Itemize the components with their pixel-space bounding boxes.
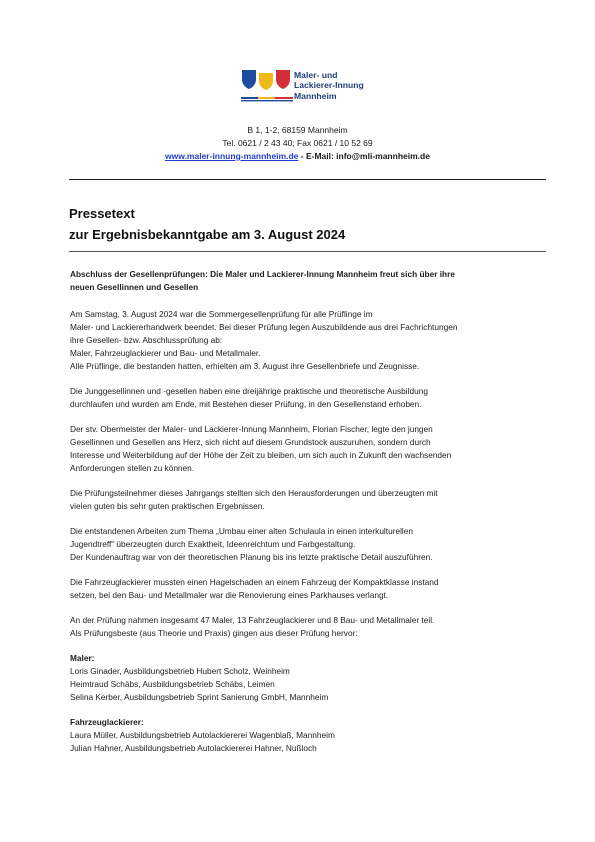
paragraph-line: Am Samstag, 3. August 2024 war die Sommergesellenprüfung für alle Prüflinge im	[70, 309, 373, 319]
paragraph-line: Die Prüfungsteilnehmer dieses Jahrgangs stellten sich den Herausforderungen und überzeugten mit	[70, 488, 438, 498]
red-shield	[276, 70, 290, 89]
title-divider	[69, 251, 546, 252]
list-item: Loris Ginader, Ausbildungsbetrieb Hubert Scholz, Weinheim	[70, 666, 290, 676]
paragraph-line: Der stv. Obermeister der Maler- und Lackierer-Innung Mannheim, Florian Fischer, legte den jungen	[70, 424, 433, 434]
press-title	[69, 203, 345, 245]
fahrzeug-heading: Fahrzeuglackierer:	[70, 717, 144, 727]
logo-line-3: Mannheim	[294, 90, 337, 101]
paragraph-5	[70, 525, 550, 564]
lead-paragraph	[70, 268, 550, 294]
paragraph-line: Maler, Fahrzeuglackierer und Bau- und Metallmaler.	[70, 348, 261, 358]
paragraph-line: Maler- und Lackiererhandwerk beendet. Bei dieser Prüfung legen Auszubildende aus drei Fachrichtungen	[70, 322, 458, 332]
paragraph-line: ihre Gesellen- bzw. Abschlussprüfung ab:	[70, 335, 223, 345]
paragraph-line: setzen, bei den Bau- und Metallmaler war die Renovierung eines Parkhauses verlangt.	[70, 590, 389, 600]
color-bars	[241, 97, 293, 102]
paragraph-line: Die Fahrzeuglackierer mussten einen Hagelschaden an einem Fahrzeug der Kompaktklasse instand	[70, 577, 439, 587]
paragraph-line: Gesellinnen und Gesellen ans Herz, sich nicht auf diesem Grundstock auszuruhen, sondern durch	[70, 437, 431, 447]
title-line-1: Pressetext	[69, 206, 135, 221]
paragraph-line: An der Prüfung nahmen insgesamt 47 Maler, 13 Fahrzeuglackierer und 8 Bau- und Metallmaler teil.	[70, 615, 435, 625]
lead-line: neuen Gesellinnen und Gesellen	[70, 282, 199, 292]
paragraph-2	[70, 385, 550, 411]
paragraph-1	[70, 308, 550, 373]
paragraph-line: Anforderungen stellen zu können.	[70, 463, 195, 473]
innung-logo	[241, 68, 381, 106]
paragraph-line: Alle Prüflinge, die bestanden hatten, erhielten am 3. August ihre Gesellenbriefe und Zeugnisse.	[70, 361, 420, 371]
list-item: Julian Hahner, Ausbildungsbetrieb Autolackiererei Hahner, Nußloch	[70, 743, 317, 753]
logo-line-1: Maler- und	[294, 70, 338, 80]
yellow-shield	[259, 73, 273, 90]
paragraph-line: Jugendtreff“ überzeugten durch Exaktheit, Ideenreichtum und Farbgestaltung.	[70, 539, 356, 549]
paragraph-line: durchlaufen und wurden am Ende, mit Bestehen dieser Prüfung, in den Gesellenstand erhoben.	[70, 399, 422, 409]
list-item: Heimtraud Schäbs, Ausbildungsbetrieb Schäbs, Leimen	[70, 679, 275, 689]
paragraph-7	[70, 614, 550, 640]
header-divider	[69, 179, 546, 180]
paragraph-4	[70, 487, 550, 513]
press-body	[70, 268, 550, 767]
address-street: B 1, 1-2, 68159 Mannheim	[247, 125, 348, 135]
title-line-2: zur Ergebnisbekanntgabe am 3. August 2024	[69, 227, 346, 242]
email-text: - E-Mail: info@mli-mannheim.de	[298, 151, 430, 161]
blue-shield	[242, 70, 256, 89]
list-item: Selina Kerber, Ausbildungsbetrieb Sprint Sanierung GmbH, Mannheim	[70, 692, 329, 702]
paragraph-line: Der Kundenauftrag war von der theoretischen Planung bis ins letzte praktische Detail auszuführen.	[70, 552, 433, 562]
paragraph-line: Interesse und Weiterbildung auf der Höhe der Zeit zu bleiben, um sich auch in Zukunft den wachsenden	[70, 450, 452, 460]
website-link[interactable]: www.maler-innung-mannheim.de	[165, 151, 299, 161]
fahrzeug-winners	[70, 716, 550, 755]
address-web-email	[0, 150, 595, 163]
paragraph-line: Die entstandenen Arbeiten zum Thema „Umbau einer alten Schulaula in einen interkulturellen	[70, 526, 413, 536]
lead-line: Abschluss der Gesellenprüfungen: Die Maler und Lackierer-Innung Mannheim freut sich über ihre	[70, 269, 455, 279]
maler-heading: Maler:	[70, 653, 95, 663]
logo-line-2: Lackierer-Innung	[294, 80, 364, 91]
list-item: Laura Müller, Ausbildungsbetrieb Autolackiererei Wagenblaß, Mannheim	[70, 730, 335, 740]
paragraph-line: Die Junggesellinnen und -gesellen haben eine dreijährige praktische und theoretische Ausbildung	[70, 386, 428, 396]
address-phone: Tel. 0621 / 2 43 40; Fax 0621 / 10 52 69	[222, 138, 373, 148]
paragraph-3	[70, 423, 550, 475]
paragraph-line: Als Prüfungsbeste (aus Theorie und Praxis) gingen aus dieser Prüfung hervor:	[70, 628, 358, 638]
paragraph-6	[70, 576, 550, 602]
logo-wordmark	[294, 70, 364, 101]
paragraph-line: vielen guten bis sehr guten praktischen Ergebnissen.	[70, 501, 265, 511]
maler-winners	[70, 652, 550, 704]
shields-emblem	[241, 68, 293, 90]
